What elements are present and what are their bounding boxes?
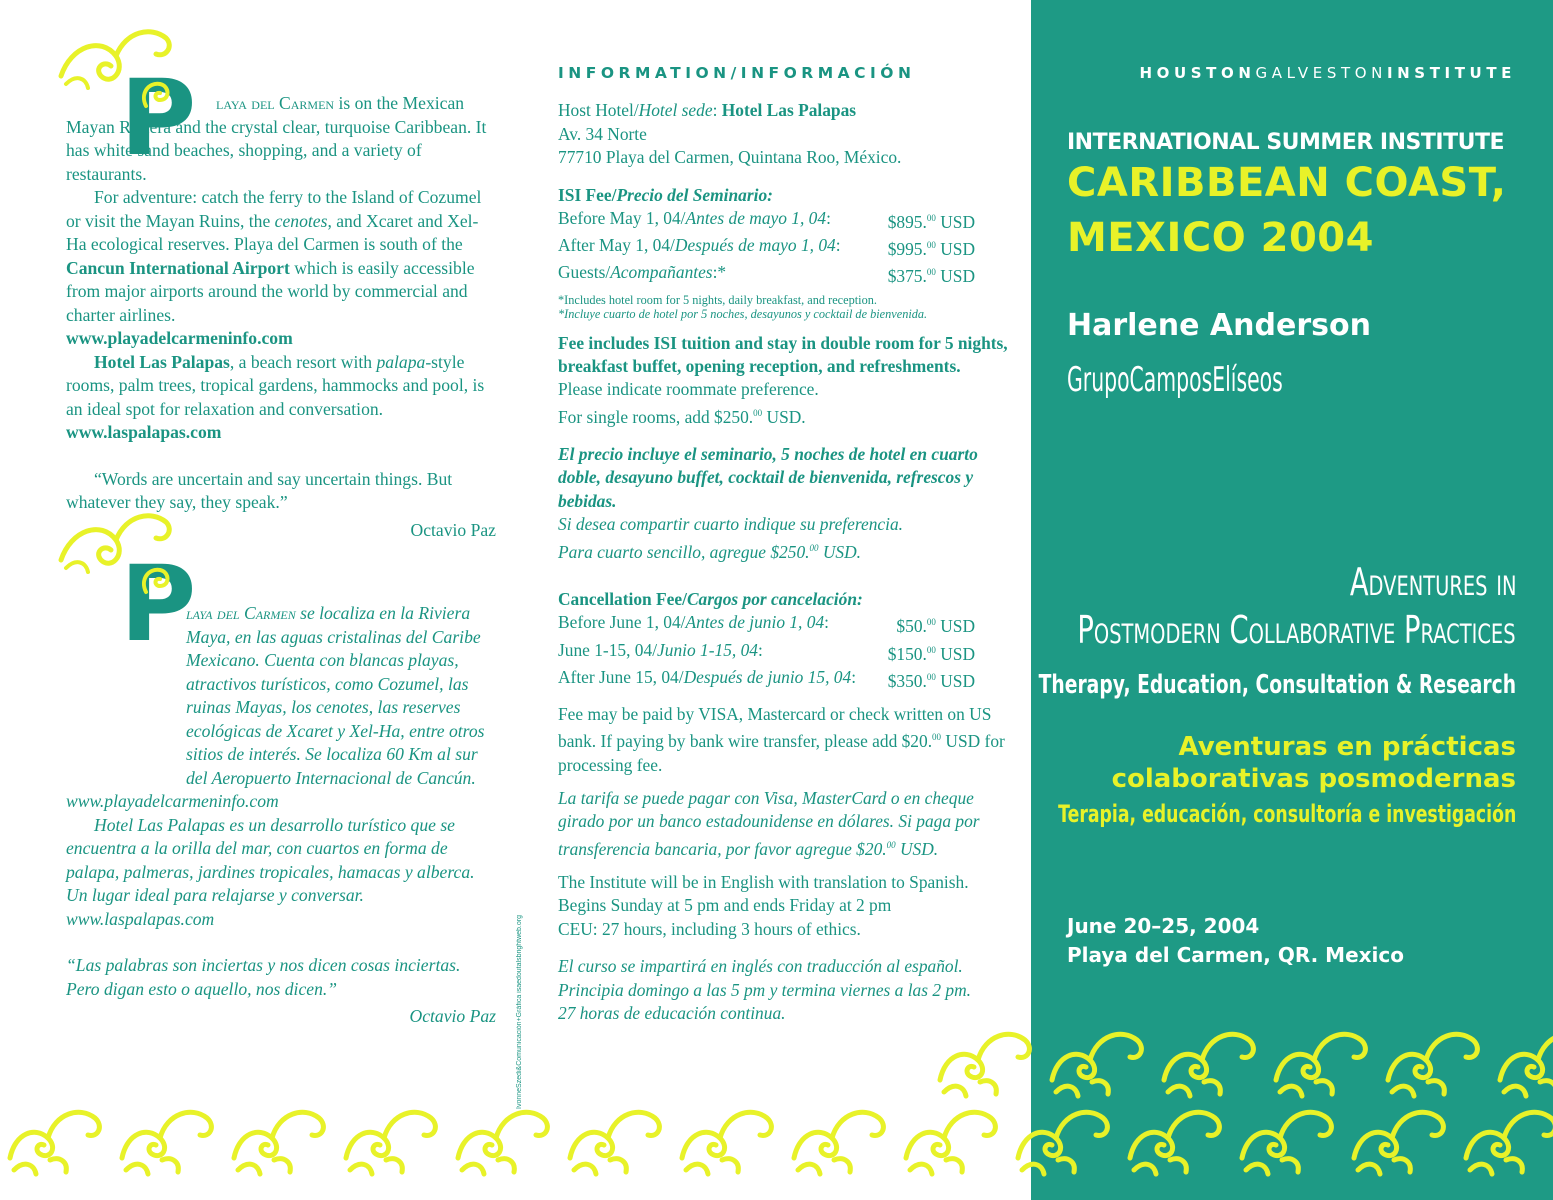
single-a: For single rooms, add $250. bbox=[558, 406, 754, 427]
cancel-title-es: Cargos por cancelación: bbox=[686, 588, 863, 609]
cancel-label: After June 15, 04/Después de junio 15, 04: bbox=[558, 666, 857, 687]
language-es: El curso se impartirá en inglés con traducción al español. bbox=[558, 956, 963, 977]
fee-label: Before May 1, 04/Antes de mayo 1, 04: bbox=[558, 208, 831, 229]
pay-b: USD for processing fee. bbox=[558, 731, 1005, 775]
swirl-motif-icon bbox=[1466, 1112, 1553, 1174]
presenter-name: Harlene Anderson bbox=[1067, 308, 1371, 343]
cenotes-text: cenotes bbox=[274, 210, 328, 231]
info-column bbox=[558, 62, 1008, 1025]
dropcap-swirl-icon bbox=[138, 562, 178, 602]
single-es-b: USD. bbox=[818, 541, 862, 562]
roommate-es: Si desea compartir cuarto indique su preferencia. bbox=[558, 514, 904, 535]
isi-title: INTERNATIONAL SUMMER INSTITUTE bbox=[1067, 130, 1504, 155]
schedule-es: Principia domingo a las 5 pm y termina viernes a las 2 pm. bbox=[558, 979, 971, 1000]
dropcap-lead-es: laya del Carmen bbox=[186, 603, 296, 623]
event-place: Playa del Carmen, QR. Mexico bbox=[1067, 943, 1404, 967]
fee-row bbox=[558, 207, 975, 234]
org-institute: INSTITUTE bbox=[1386, 64, 1516, 82]
paz-author-en: Octavio Paz bbox=[410, 519, 496, 540]
single-b: USD. bbox=[762, 406, 806, 427]
ceu-en: CEU: 27 hours, including 3 hours of ethics. bbox=[558, 918, 861, 939]
org-name bbox=[1139, 64, 1516, 82]
swirl-motif-icon bbox=[1388, 1034, 1477, 1096]
cancel-title-en: Cancellation Fee/ bbox=[558, 588, 687, 609]
fee-label: Guests/Acompañantes:* bbox=[558, 262, 727, 283]
pay-es-a: La tarifa se puede pagar con Visa, MasterCard o en cheque girado por un banco estadounidense en dólares. Si paga por transferencia bancaria, por favor agregue $20. bbox=[558, 787, 980, 859]
host-hotel-line: Host Hotel/Hotel sede: Hotel Las Palapas bbox=[558, 100, 857, 121]
adventure-text-b: , and Xcaret and Xel-Ha ecological reserves. Playa del Carmen is south of the bbox=[66, 210, 479, 254]
pay-a: Fee may be paid by VISA, Mastercard or check written on US bank. If paying by bank wire transfer, please add $20. bbox=[558, 703, 992, 752]
single-cents: 00 bbox=[753, 407, 763, 418]
cancel-amount: $150.00 USD bbox=[887, 643, 975, 664]
paz-quote-en: “Words are uncertain and say uncertain things. But whatever they say, they speak.” bbox=[66, 468, 453, 512]
topics-es: Terapia, educación, consultoría e investigación bbox=[1057, 800, 1516, 828]
fee-note-es: *Incluye cuarto de hotel por 5 noches, desayunos y cocktail de bienvenida. bbox=[558, 307, 928, 322]
adventure-text-a: For adventure: catch the ferry to the Island of Cozumel or visit the Mayan Ruins, the bbox=[66, 187, 482, 231]
single-es-cents: 00 bbox=[809, 542, 819, 553]
host-name: Hotel Las Palapas bbox=[721, 100, 857, 121]
hotel-url-link[interactable]: www.laspalapas.com bbox=[66, 422, 222, 442]
airport-text: Cancun International Airport bbox=[66, 257, 290, 278]
swirl-motif-icon bbox=[1164, 1034, 1253, 1096]
swirl-motif-icon bbox=[940, 1034, 1029, 1096]
fee-amount: $995.00 USD bbox=[887, 239, 975, 260]
host-label-es: Hotel sede bbox=[638, 100, 713, 121]
address-line-2: 77710 Playa del Carmen, Quintana Roo, México. bbox=[558, 147, 902, 168]
fee-amount: $375.00 USD bbox=[887, 266, 975, 287]
cancel-label: June 1-15, 04/Junio 1-15, 04: bbox=[558, 639, 763, 660]
dropcap-swirl-icon bbox=[138, 76, 178, 116]
main-title-line2: MEXICO 2004 bbox=[1067, 215, 1374, 261]
swirl-motif-icon bbox=[346, 1112, 435, 1174]
swirl-motif-icon bbox=[570, 1112, 659, 1174]
swirl-motif-icon bbox=[458, 1112, 547, 1174]
playa-url-link[interactable]: www.playadelcarmeninfo.com bbox=[66, 328, 293, 348]
intro-paragraph-text: is on the Mexican Mayan Riviera and the crystal clear, turquoise Caribbean. It has white sand beaches, shopping, and a variety of restaurants. bbox=[66, 93, 487, 184]
info-heading: INFORMATION/INFORMACIÓN bbox=[558, 64, 916, 82]
paz-quote-es: “Las palabras son inciertas y nos dicen cosas inciertas. Pero digan esto o aquello, nos dicen.” bbox=[66, 955, 461, 999]
adventures-line1: Adventures in bbox=[1349, 560, 1516, 604]
swirl-motif-icon bbox=[234, 1112, 323, 1174]
hotel-text-b: -style rooms, palm trees, tropical gardens, hammocks and pool, is an ideal spot for relaxation and conversation. bbox=[66, 351, 485, 419]
cancel-row bbox=[558, 639, 975, 666]
swirl-motif-icon bbox=[794, 1112, 883, 1174]
hotel-paragraph bbox=[66, 351, 496, 445]
schedule-en: Begins Sunday at 5 pm and ends Friday at 2 pm bbox=[558, 895, 892, 916]
hotel-name: Hotel Las Palapas bbox=[94, 351, 230, 372]
host-label: Host Hotel/ bbox=[558, 100, 639, 121]
pay-es-b: USD. bbox=[895, 838, 939, 859]
topics-en: Therapy, Education, Consultation & Research bbox=[1038, 670, 1516, 700]
pay-es-cents: 00 bbox=[886, 839, 896, 850]
swirl-motif-icon bbox=[122, 1112, 211, 1174]
cancel-amount: $50.00 USD bbox=[896, 616, 975, 637]
dropcap-letter: P bbox=[120, 543, 197, 665]
fee-amount: $895.00 USD bbox=[887, 211, 975, 232]
includes-en: Fee includes ISI tuition and stay in double room for 5 nights, breakfast buffet, opening reception, and refreshments. bbox=[558, 332, 1008, 377]
swirl-motif-icon bbox=[1276, 1034, 1365, 1096]
address-line-1: Av. 34 Norte bbox=[558, 123, 647, 144]
swirl-motif-icon bbox=[1354, 1112, 1443, 1174]
single-es-a: Para cuarto sencillo, agregue $250. bbox=[558, 541, 810, 562]
aventuras-line2: colaborativas posmodernas bbox=[1111, 764, 1516, 794]
swirl-motif-icon bbox=[1500, 1034, 1553, 1096]
fee-title-en: ISI Fee/ bbox=[558, 184, 617, 205]
fee-note-en: *Includes hotel room for 5 nights, daily breakfast, and reception. bbox=[558, 292, 877, 307]
fee-title-es: Precio del Seminario: bbox=[616, 184, 773, 205]
pay-cents: 00 bbox=[932, 732, 942, 743]
swirl-motif-icon bbox=[682, 1112, 771, 1174]
swirl-border-icon bbox=[0, 1018, 1553, 1200]
fee-table bbox=[558, 207, 1008, 289]
single-room-es bbox=[558, 537, 1008, 564]
cancel-label: Before June 1, 04/Antes de junio 1, 04: bbox=[558, 612, 829, 633]
fee-title bbox=[558, 184, 1008, 207]
dropcap-letter: P bbox=[120, 57, 197, 179]
language-en: The Institute will be in English with translation to Spanish. bbox=[558, 871, 969, 892]
fee-label: After May 1, 04/Después de mayo 1, 04: bbox=[558, 235, 841, 256]
cancel-table bbox=[558, 611, 1008, 693]
payment-es bbox=[558, 787, 1008, 861]
palapa-text: palapa bbox=[376, 351, 426, 372]
ceu-es: 27 horas de educación continua. bbox=[558, 1002, 786, 1023]
single-room-en bbox=[558, 402, 1008, 429]
payment-en bbox=[558, 703, 1008, 777]
fee-row bbox=[558, 234, 975, 261]
cancel-row bbox=[558, 611, 975, 638]
org-galveston: GALVESTON bbox=[1255, 64, 1387, 82]
roommate-en: Please indicate roommate preference. bbox=[558, 379, 819, 400]
main-title-line1: CARIBBEAN COAST, bbox=[1067, 160, 1507, 206]
swirl-motif-icon bbox=[906, 1112, 995, 1174]
spanish-intro-text: se localiza en la Riviera Maya, en las aguas cristalinas del Caribe Mexicano. Cuenta con blancas playas, atractivos turísticos, como Cozumel, las ruinas Mayas, los cenotes, las reserves ecológicas de Xcaret y Xel-Ha, entre otros sitios de interés. Se localiza 60 Km al sur del Aeropuerto Internacional de Cancún. bbox=[186, 603, 485, 788]
swirl-motif-icon bbox=[1130, 1112, 1219, 1174]
adventure-text-c: which is easily accessible from major airports around the world by commercial and charter airlines. bbox=[66, 257, 475, 325]
cancel-title bbox=[558, 588, 1008, 611]
org-houston: HOUSTON bbox=[1139, 64, 1256, 82]
includes-es: El precio incluye el seminario, 5 noches de hotel en cuarto doble, desayuno buffet, cocktail de bienvenida, refrescos y bebidas. bbox=[558, 444, 978, 511]
left-column bbox=[66, 57, 496, 1029]
fee-row bbox=[558, 261, 975, 288]
adventure-paragraph bbox=[66, 186, 496, 327]
spanish-intro bbox=[66, 543, 496, 1029]
swirl-motif-icon bbox=[10, 1112, 99, 1174]
event-date: June 20–25, 2004 bbox=[1067, 914, 1260, 938]
aventuras-line1: Aventuras en prácticas bbox=[1178, 732, 1516, 762]
dropcap-lead: laya del Carmen bbox=[216, 93, 335, 113]
cancel-row bbox=[558, 666, 975, 693]
group-logo: GrupoCamposElíseos bbox=[1067, 360, 1283, 400]
design-credit: IvonneSzedi&Comunicación+Gráfica isaedoutalsbrightweb.org bbox=[516, 915, 523, 1109]
playa-url-es-link[interactable]: www.playadelcarmeninfo.com bbox=[66, 791, 279, 811]
hotel-url-es-link[interactable]: www.laspalapas.com bbox=[66, 908, 215, 929]
paz-author-es: Octavio Paz bbox=[409, 1006, 496, 1026]
spanish-hotel-paragraph: Hotel Las Palapas es un desarrollo turístico que se encuentra a la orilla del mar, con cuartos en forma de palapa, palmeras, jardines tropicales, hamacas y alberca. Un lugar ideal para relajarse y conversar. bbox=[66, 814, 475, 905]
hotel-text-a: , a beach resort with bbox=[229, 351, 377, 372]
swirl-motif-icon bbox=[1018, 1112, 1107, 1174]
adventures-line2: Postmodern Collaborative Practices bbox=[1077, 608, 1516, 652]
cancel-amount: $350.00 USD bbox=[887, 670, 975, 691]
swirl-motif-icon bbox=[1052, 1034, 1141, 1096]
swirl-motif-icon bbox=[1242, 1112, 1331, 1174]
